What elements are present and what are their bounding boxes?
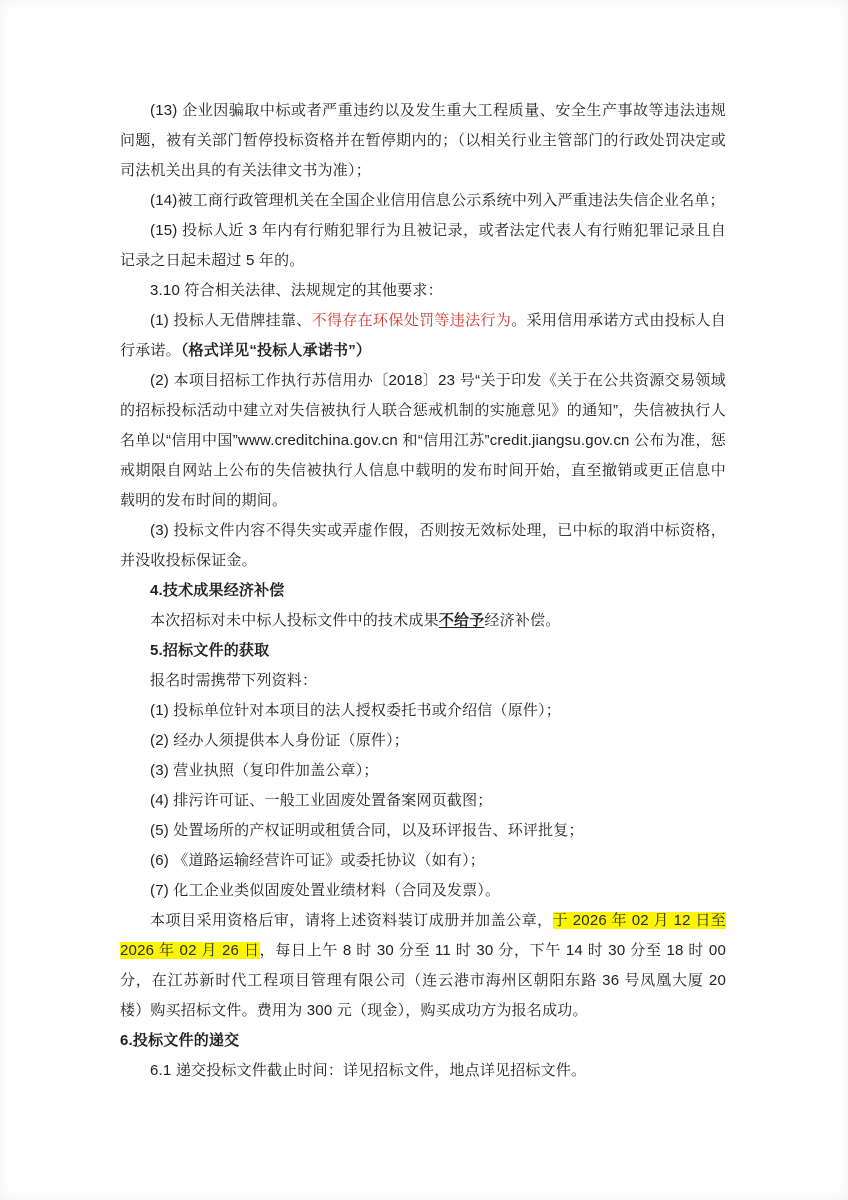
format-note-bold: （格式详见“投标人承诺书”） bbox=[180, 342, 372, 359]
text-run: (6) 《道路运输经营许可证》或委托协议（如有）； bbox=[150, 852, 486, 869]
text-run: (14)被工商行政管理机关在全国企业信用信息公示系统中列入严重违法失信企业名单； bbox=[150, 192, 725, 209]
text-run: (3) 营业执照（复印件加盖公章）； bbox=[150, 762, 379, 779]
clause-14 bbox=[120, 186, 726, 216]
text-run: 报名时需携带下列资料： bbox=[150, 672, 318, 689]
section-6-heading bbox=[120, 1026, 726, 1056]
section-5-intro bbox=[120, 666, 726, 696]
material-item-3 bbox=[120, 756, 726, 786]
text-run: (3) 投标文件内容不得失实或弄虚作假，否则按无效标处理，已中标的取消中标资格，并没收投标保证金。 bbox=[120, 522, 726, 569]
section-heading: 4.技术成果经济补偿 bbox=[150, 582, 285, 599]
text-run: (2) 经办人须提供本人身份证（原件）； bbox=[150, 732, 410, 749]
registration-paragraph bbox=[120, 906, 726, 1026]
text-run: (1) 投标人无借牌挂靠、 bbox=[150, 312, 312, 329]
material-item-4 bbox=[120, 786, 726, 816]
text-run: (2) 本项目招标工作执行苏信用办〔2018〕23 号“关于印发《关于在公共资源交易领域的招标投标活动中建立对失信被执行人联合惩戒机制的实施意见》的通知”，失信被执行人名单以“信用中国”www.creditchina.gov.cn 和“信用江苏”credit.jiangsu.gov.cn 公布为准，惩戒期限自网站上公布的失信被执行人信息中载明的发布时间开始，直至撤销或更正信息中载明的发布时间的期间。 bbox=[120, 372, 726, 509]
document-text-block bbox=[120, 96, 726, 1086]
text-run: 经济补偿。 bbox=[484, 612, 561, 629]
material-item-1 bbox=[120, 696, 726, 726]
clause-3-10-item-3 bbox=[120, 516, 726, 576]
clause-13 bbox=[120, 96, 726, 186]
highlighted-date-range: 于 2026 年 02 月 12 日至 2026 年 02 月 26 日 bbox=[120, 912, 727, 959]
text-run: (4) 排污许可证、一般工业固废处置备案网页截图； bbox=[150, 792, 493, 809]
material-item-2 bbox=[120, 726, 726, 756]
text-run: 6.1 递交投标文件截止时间：详见招标文件，地点详见招标文件。 bbox=[150, 1062, 587, 1079]
clause-3-10 bbox=[120, 276, 726, 306]
material-item-6 bbox=[120, 846, 726, 876]
text-run: (15) 投标人近 3 年内有行贿犯罪行为且被记录，或者法定代表人有行贿犯罪记录且自记录之日起未超过 5 年的。 bbox=[120, 222, 726, 269]
text-run: (13) 企业因骗取中标或者严重违约以及发生重大工程质量、安全生产事故等违法违规问题，被有关部门暂停投标资格并在暂停期内的；（以相关行业主管部门的行政处罚决定或司法机关出具的有关法律文书为准）； bbox=[120, 102, 726, 179]
section-heading: 6.投标文件的递交 bbox=[120, 1032, 240, 1049]
material-item-5 bbox=[120, 816, 726, 846]
text-run: (1) 投标单位针对本项目的法人授权委托书或介绍信（原件）； bbox=[150, 702, 562, 719]
section-heading: 5.招标文件的获取 bbox=[150, 642, 270, 659]
material-item-7 bbox=[120, 876, 726, 906]
text-run: 本次招标对未中标人投标文件中的技术成果 bbox=[150, 612, 439, 629]
text-run: ，每日上午 8 时 30 分至 11 时 30 分，下午 14 时 30 分至 18 时 00 分，在江苏新时代工程项目管理有限公司（连云港市海州区朝阳东路 36 号凤凰大厦 20 楼）购买招标文件。费用为 300 元（现金），购买成功方为报名成功。 bbox=[120, 942, 727, 1019]
text-run: 。采用信用承诺方式由投标人自行承诺。 bbox=[120, 312, 726, 359]
clause-3-10-item-1 bbox=[120, 306, 726, 366]
text-run: 3.10 符合相关法律、法规规定的其他要求： bbox=[150, 282, 443, 299]
clause-6-1 bbox=[120, 1056, 726, 1086]
clause-15 bbox=[120, 216, 726, 276]
text-run: (5) 处置场所的产权证明或租赁合同，以及环评报告、环评批复； bbox=[150, 822, 584, 839]
red-emphasis-text: 不得存在环保处罚等违法行为 bbox=[311, 312, 512, 329]
section-5-heading bbox=[120, 636, 726, 666]
section-4-body bbox=[120, 606, 726, 636]
text-run: (7) 化工企业类似固废处置业绩材料（合同及发票）。 bbox=[150, 882, 501, 899]
text-run: 本项目采用资格后审，请将上述资料装订成册并加盖公章， bbox=[150, 912, 553, 929]
no-compensation-emphasis: 不给予 bbox=[438, 612, 485, 629]
section-4-heading bbox=[120, 576, 726, 606]
clause-3-10-item-2 bbox=[120, 366, 726, 516]
